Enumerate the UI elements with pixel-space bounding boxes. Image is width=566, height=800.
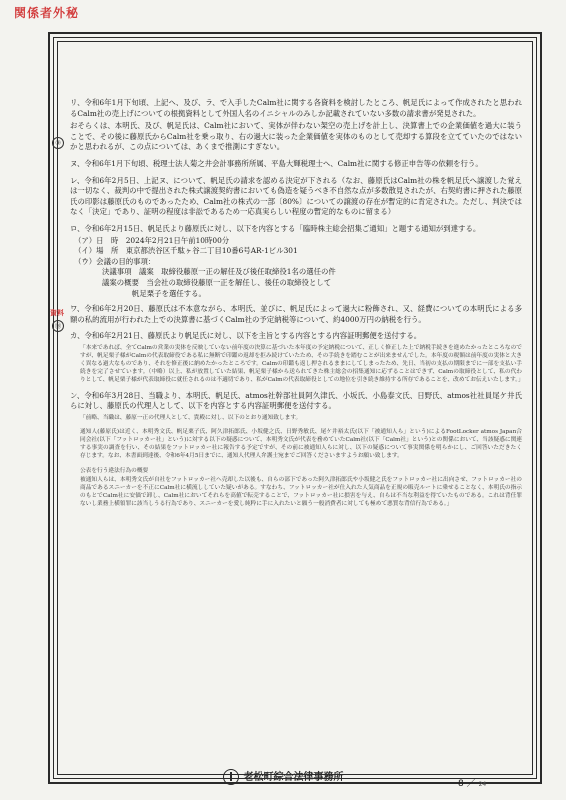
quoted-letter-ka: 「本来であれば、全てCalmの営業の実体を反映していない前年度の決算に基づいた本年度の予定納税について、正しく修正した上で納税手続きを進めたかったところなのですが、帆足栗子様がCalmの代表取締役である私に無断で印鑑の返却を拒み続けていたため、その手続きを踏むことが出来ませんでした。本年度の税額は前年度の実体と大きく異なる過大なものであり、それを修正後に納めたかったところです。Calmの印鑑も返し押されるままにしてしまったため、先日、当初の支払の期限までに一部を支払い手続きを完了させています。（中略）以上、私が放置していた結果、帆足栗子様から送られてきた株主総会の招集通知に応ずることはできず、Calmの取締役として、私の代わりとして、帆足栗子様が代表取締役に就任されるのは不適切であり、私がCalmの代表取締役としての地位を引き続き維持する所存であることを、改めてお伝えいたします。」	[80, 344, 524, 383]
margin-number-18: ⑱	[52, 320, 64, 332]
meeting-notice-list	[74, 236, 522, 300]
paragraph-ri-1: リ、令和6年1月下旬頃、上記ヘ、及び、ラ、で入手したCalm社に関する各資料を検討したところ、帆足氏によって作成されたと思われるCalm社の売上げについての根拠資料として外国人名のイニシャルのみしか記載されていない多数の請求書が発見された。	[70, 98, 522, 118]
firm-logo-icon	[223, 769, 239, 785]
paragraph-nu: ヌ、令和6年1月下旬頃、税理士法人菊之井会計事務所所属、平島大輝税理士へ、Calm社に関する修正申告等の依頼を行う。	[70, 158, 483, 168]
paragraph-n: ン、令和6年3月28日、当職より、本明氏、帆足氏、atmos社幹部社員阿久津氏、小坂氏、小島泰文氏、日野氏、atmos社社員尾ケ井氏らに対し、藤原氏の代理人として、以下を内容とする内容証明郵便を送付する。	[70, 390, 522, 411]
notice-place: （イ）場 所 東京都渋谷区千駄ヶ谷二丁目10番6号AR-1ビル301	[74, 246, 298, 256]
notice-summary-cont: 帆足栗子を選任する。	[132, 288, 206, 298]
firm-name: 老松町綜合法律事務所	[243, 772, 344, 783]
letter-intro: 「前略、当職は、藤原一正の代理人として、貴殿に対し、以下のとおり通知致します。	[80, 415, 302, 422]
confidential-stamp: 関係者外秘	[14, 6, 80, 20]
margin-label-document: 資料	[50, 309, 64, 317]
paragraph-re: レ、令和6年2月5日、上記ヌ、について、帆足氏の請求を認める決定が下される（なお、藤原氏はCalm社の株を帆足氏へ譲渡した覚えは一切なく、裁判の中で提出された株式譲渡契約書においても偽造を疑うべき不自然な点が多数散見されたが、右契約書に押された藤原氏の印影は藤原氏のものであったため、Calm社の株式の一部〔80%〕についての譲渡の存在が暫定的に肯定された。ただし、判決ではなく「決定」であり、証明の程度は非訟であるため一応真実らしい程度の暫定的なものに留まる）	[70, 175, 522, 217]
paragraph-ro: ロ、令和6年2月15日、帆足氏より藤原氏に対し、以下を内容とする「臨時株主総会招集ご通知」と題する通知が到達する。	[70, 223, 481, 233]
page-number: 8 ／ 24	[458, 779, 487, 789]
paragraph-ri-2: おそらくは、本明氏、及び、帆足氏は、Calm社において、実体が伴わない架空の売上げを計上し、決算書上での企業価値を過大に装うことで、その後に藤原氏からCalm社を乗っ取り、右の過大に装った企業価値を実体のものとして売却する算段を立てていたのではないかと思われるが、この点については、あくまで推測にすぎない。	[70, 121, 522, 152]
letter-body: 通知人(藤原氏)は近く、本明秀文氏、帆足栗子氏、阿久津拓郎氏、小坂健之氏、日野秀敏氏、尾ケ井裕太氏(以下「被通知人ら」という)によるFootLocker atmos Japan合同会社(以下「フットロッカー社」という)に対する以下の疑惑について、本明秀文氏が代表を務めていたCalm社(以下「Calm社」という)との関係において、当該疑惑に関連する事実の調査を行い、その結果をフットロッカー社に報告する予定ですが、その前に被通知人らに対し、以下の疑惑について事実関係を明らかにし、ご回答いただきたく存じます。なお、本書面到達後、令和6年4月5日までに、通知人代理人弁護士宛までご回答くださいますようお願い致します。	[80, 428, 522, 459]
paragraph-ka: カ、令和6年2月21日、藤原氏より帆足氏に対し、以下を主旨とする内容とする内容証明郵便を送付する。	[70, 331, 422, 341]
notice-resolution: 決議事項 議案 取締役藤原一正の解任及び後任取締役1名の選任の件	[102, 267, 336, 277]
document-body	[70, 98, 522, 515]
letter-sub-body: 被通知人らは、本明秀文氏が自社をフットロッカー社へ売却した以後も、自らの部下であった阿久津拓郎氏や小坂健之氏をフットロッカー社に出向させ、フットロッカー社の商品であるスニーカーを不正にCalm社に横流ししていた疑いがある。すなわち、フットロッカー社が仕入れた人気商品を正規の販売ルートに乗せることなく、本明氏の指示のもとでCalm社に安価で卸し、Calm社においてそれらを高値で転売することで、フットロッカー社に損害を与え、自らは不当な利益を得ていたものである。これは背任罪ないし業務上横領罪に該当しうる行為であり、スニーカーを愛し純粋に手に入れたいと願う一般消費者に対しても極めて悪質な背信行為である。」	[80, 476, 522, 507]
notice-datetime: （ア）日 時 2024年2月21日午前10時00分	[74, 235, 230, 245]
notice-summary: 議案の概要 当会社の取締役藤原一正を解任し、後任の取締役として	[102, 277, 332, 287]
paragraph-wa: ワ、令和6年2月20日、藤原氏は不本意ながら、本明氏、並びに、帆足氏によって過大に粉飾され、又、経費についての本明氏による多額の私的流用が行われた上での決算書に基づくCalm社の予定納税等について、約4000万円の納税を行う。	[70, 304, 522, 324]
letter-subtitle: 公表を行う違法行為の概要	[80, 467, 149, 474]
notice-purpose: （ウ）会議の目的事項：	[74, 256, 156, 266]
margin-number-9: ⑨	[52, 137, 64, 149]
